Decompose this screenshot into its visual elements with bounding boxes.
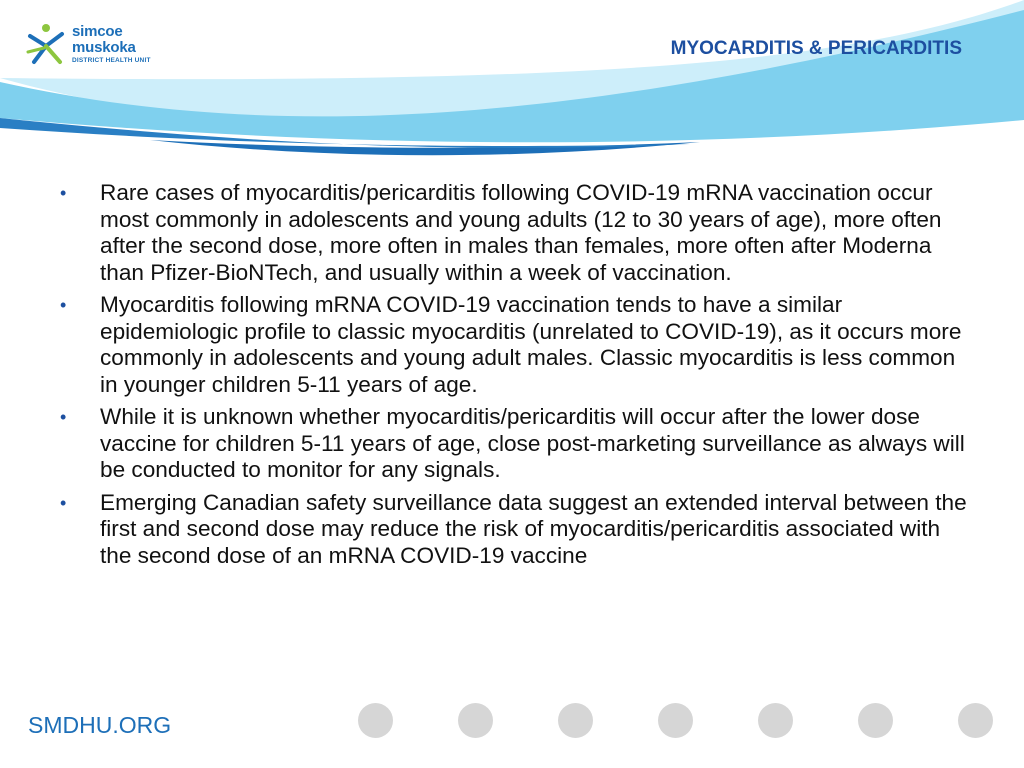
bullet-text: Myocarditis following mRNA COVID-19 vaccination tends to have a similar epidemiologic profile to classic myocarditis (unrelated to COVID-19), as it occurs more commonly in adolescents and young adult males. Classic myocarditis is less common in younger children 5-11 years of age. bbox=[100, 292, 962, 397]
bullet-item bbox=[60, 180, 970, 286]
bullet-icon: • bbox=[60, 295, 67, 315]
footer-website-link[interactable]: SMDHU.ORG bbox=[28, 712, 172, 738]
brand-name bbox=[72, 24, 151, 65]
bullet-item bbox=[60, 490, 970, 570]
brand-name-line2: muskoka bbox=[72, 39, 136, 56]
decorative-dot bbox=[458, 703, 493, 738]
decorative-dot bbox=[758, 703, 793, 738]
decorative-dot bbox=[958, 703, 993, 738]
bullet-text: Rare cases of myocarditis/pericarditis following COVID-19 mRNA vaccination occur most commonly in adolescents and young adults (12 to 30 years of age), more often after the second dose, more often in males than females, more often after Moderna than Pfizer-BioNTech, and usually within a week of vaccination. bbox=[100, 180, 942, 285]
bullet-list bbox=[60, 180, 970, 575]
decorative-dot bbox=[658, 703, 693, 738]
decorative-dots bbox=[358, 703, 998, 739]
brand-subtitle: DISTRICT HEALTH UNIT bbox=[72, 57, 151, 64]
bullet-icon: • bbox=[60, 492, 67, 513]
slide-title: MYOCARDITIS & PERICARDITIS bbox=[670, 38, 962, 59]
decorative-dot bbox=[858, 703, 893, 738]
bullet-icon: • bbox=[60, 183, 67, 203]
bullet-item bbox=[60, 404, 970, 484]
decorative-dot bbox=[558, 703, 593, 738]
brand-name-line1: simcoe bbox=[72, 23, 123, 40]
bullet-icon: • bbox=[60, 407, 67, 427]
bullet-text: While it is unknown whether myocarditis/pericarditis will occur after the lower dose vaccine for children 5-11 years of age, close post-marketing surveillance as always will be conducted to monitor for any signals. bbox=[100, 404, 965, 482]
bullet-text: Emerging Canadian safety surveillance data suggest an extended interval between the first and second dose may reduce the risk of myocarditis/pericarditis associated with the second dose of an mRNA COVID-19 vaccine bbox=[100, 489, 967, 568]
logo-figure-icon bbox=[26, 22, 66, 66]
brand-logo bbox=[26, 22, 156, 66]
decorative-dot bbox=[358, 703, 393, 738]
bullet-item bbox=[60, 292, 970, 398]
